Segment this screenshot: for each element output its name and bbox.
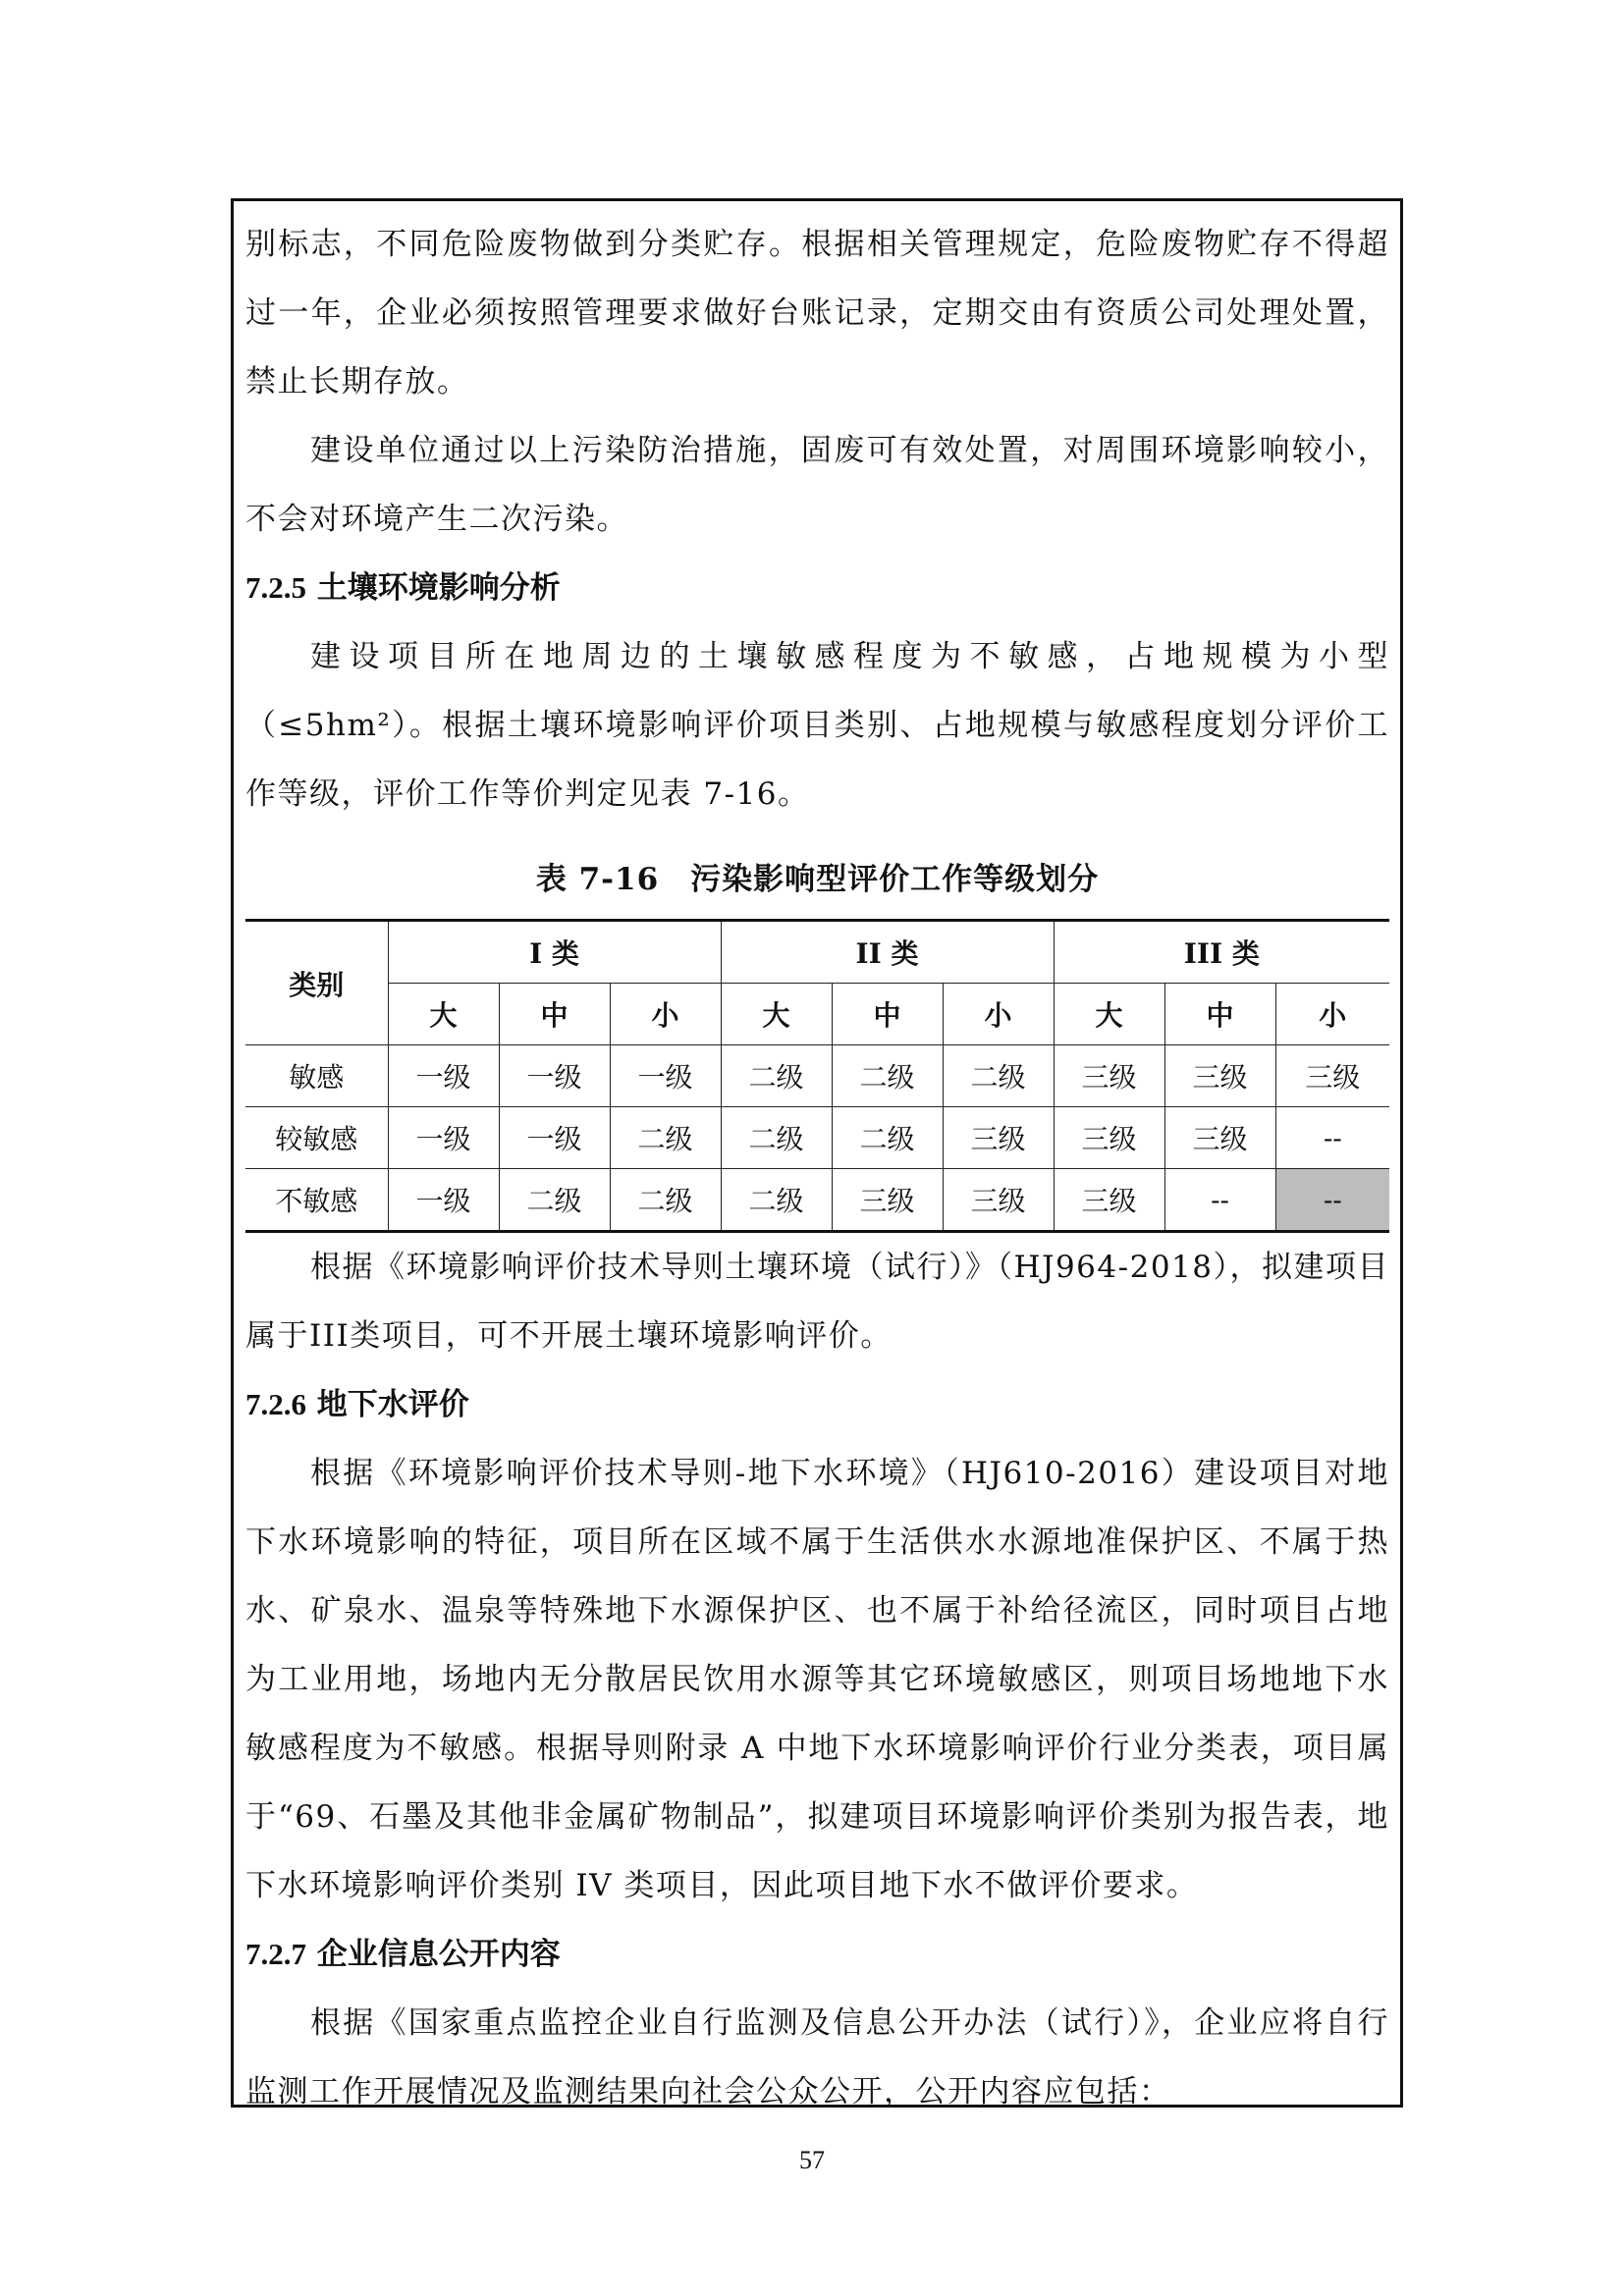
soil-conclusion-paragraph: 根据《环境影响评价技术导则土壤环境（试行）》（HJ964-2018），拟建项目属于III类项目，可不开展土壤环境影响评价。 bbox=[245, 1250, 1389, 1354]
grade-cell: 三级 bbox=[943, 1169, 1054, 1232]
size-header: 小 bbox=[943, 984, 1054, 1045]
grade-cell: 二级 bbox=[610, 1169, 721, 1232]
page-content bbox=[245, 210, 1389, 2126]
section-title: 地下水评价 bbox=[316, 1387, 469, 1422]
table-corner-header: 类别 bbox=[245, 921, 388, 1045]
size-header: 小 bbox=[610, 984, 721, 1045]
groundwater-paragraph: 根据《环境影响评价技术导则-地下水环境》（HJ610-2016）建设项目对地下水环境影响的特征，项目所在区域不属于生活供水水源地准保护区、不属于热水、矿泉水、温泉等特殊地下水源保护区、也不属于补给径流区，同时项目占地为工业用地，场地内无分散居民饮用水源等其它环境敏感区，则项目场地地下水敏感程度为不敏感。根据导则附录 A 中地下水环境影响评价行业分类表，项目属于“69、石墨及其他非金属矿物制品”，拟建项目环境影响评价类别为报告表，地下水环境影响评价类别 IV 类项目，因此项目地下水不做评价要求。 bbox=[245, 1456, 1389, 1903]
section-number: 7.2.6 bbox=[245, 1387, 306, 1421]
grade-cell-highlighted: -- bbox=[1275, 1169, 1389, 1232]
grade-cell: 三级 bbox=[1275, 1045, 1389, 1107]
grade-cell: 一级 bbox=[499, 1107, 610, 1169]
grade-cell: 二级 bbox=[943, 1045, 1054, 1107]
row-label: 不敏感 bbox=[245, 1169, 388, 1232]
section-title: 企业信息公开内容 bbox=[316, 1937, 561, 1972]
grade-cell: 二级 bbox=[832, 1045, 943, 1107]
grade-cell: 二级 bbox=[721, 1045, 832, 1107]
size-header: 中 bbox=[832, 984, 943, 1045]
size-header: 小 bbox=[1275, 984, 1389, 1045]
grade-cell: 三级 bbox=[943, 1107, 1054, 1169]
grade-cell: 三级 bbox=[1054, 1045, 1164, 1107]
grade-cell: 一级 bbox=[388, 1169, 499, 1232]
size-header: 大 bbox=[388, 984, 499, 1045]
size-header: 中 bbox=[499, 984, 610, 1045]
grade-cell: 一级 bbox=[388, 1107, 499, 1169]
disclosure-paragraph: 根据《国家重点监控企业自行监测及信息公开办法（试行）》，企业应将自行监测工作开展情况及监测结果向社会公众公开，公开内容应包括： bbox=[245, 2005, 1389, 2109]
row-label: 较敏感 bbox=[245, 1107, 388, 1169]
grade-table bbox=[245, 919, 1389, 1233]
grade-cell: 三级 bbox=[1054, 1169, 1164, 1232]
grade-cell: 二级 bbox=[721, 1107, 832, 1169]
group-header-3: III 类 bbox=[1054, 921, 1389, 984]
section-number: 7.2.7 bbox=[245, 1937, 306, 1971]
section-heading-725 bbox=[245, 554, 1389, 622]
soil-paragraph: 建设项目所在地周边的土壤敏感程度为不敏感，占地规模为小型（≤5hm²）。根据土壤环境影响评价项目类别、占地规模与敏感程度划分评价工作等级，评价工作等价判定见表 7-16。 bbox=[245, 639, 1389, 812]
intro-paragraph-1: 别标志，不同危险废物做到分类贮存。根据相关管理规定，危险废物贮存不得超过一年，企业必须按照管理要求做好台账记录，定期交由有资质公司处理处置，禁止长期存放。 bbox=[245, 227, 1389, 400]
grade-cell: 三级 bbox=[1054, 1107, 1164, 1169]
group-header-1: I 类 bbox=[388, 921, 721, 984]
section-title: 土壤环境影响分析 bbox=[316, 570, 561, 606]
grade-cell: 一级 bbox=[499, 1045, 610, 1107]
grade-cell: -- bbox=[1164, 1169, 1275, 1232]
grade-cell: 三级 bbox=[1164, 1045, 1275, 1107]
grade-cell: 三级 bbox=[1164, 1107, 1275, 1169]
grade-cell: 三级 bbox=[832, 1169, 943, 1232]
grade-cell: 二级 bbox=[610, 1107, 721, 1169]
intro-paragraph-2: 建设单位通过以上污染防治措施，固废可有效处置，对周围环境影响较小，不会对环境产生二次污染。 bbox=[245, 433, 1389, 537]
size-header: 大 bbox=[721, 984, 832, 1045]
page-number: 57 bbox=[799, 2146, 825, 2174]
section-heading-726 bbox=[245, 1370, 1389, 1439]
table-row bbox=[245, 1107, 1389, 1169]
table-row bbox=[245, 1045, 1389, 1107]
row-label: 敏感 bbox=[245, 1045, 388, 1107]
group-header-2: II 类 bbox=[721, 921, 1054, 984]
section-number: 7.2.5 bbox=[245, 570, 306, 605]
grade-cell: 二级 bbox=[499, 1169, 610, 1232]
grade-cell: 一级 bbox=[388, 1045, 499, 1107]
size-header: 中 bbox=[1164, 984, 1275, 1045]
size-header: 大 bbox=[1054, 984, 1164, 1045]
section-heading-727 bbox=[245, 1920, 1389, 1989]
grade-cell: -- bbox=[1275, 1107, 1389, 1169]
table-caption: 表 7-16 污染影响型评价工作等级划分 bbox=[535, 862, 1100, 897]
grade-cell: 二级 bbox=[721, 1169, 832, 1232]
table-row bbox=[245, 1169, 1389, 1232]
grade-cell: 二级 bbox=[832, 1107, 943, 1169]
grade-cell: 一级 bbox=[610, 1045, 721, 1107]
